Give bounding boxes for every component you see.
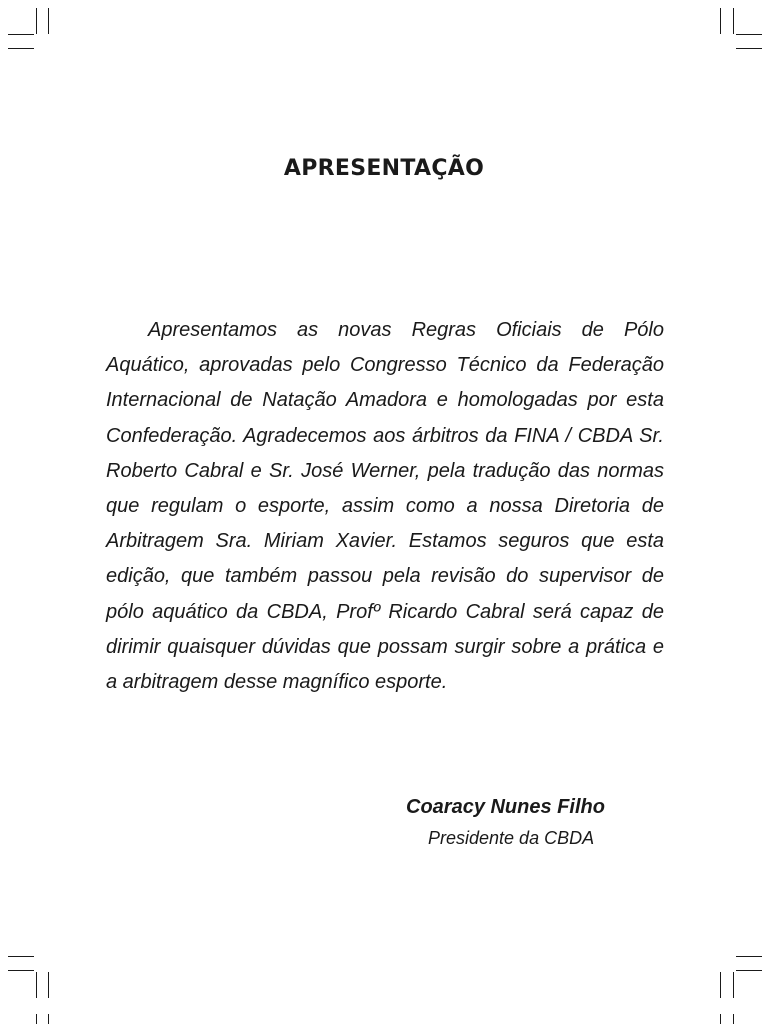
crop-mark-bottom-right-stub-a (720, 1014, 721, 1024)
crop-mark-bottom-right-upper (736, 956, 762, 957)
crop-mark-bottom-left-outer (36, 972, 37, 998)
crop-mark-bottom-right-inner (720, 972, 721, 998)
crop-mark-top-left-inner (48, 8, 49, 34)
signature-role: Presidente da CBDA (428, 828, 595, 848)
crop-mark-bottom-right-outer (733, 972, 734, 998)
crop-mark-top-left-outer (36, 8, 37, 34)
crop-mark-top-right-upper (736, 34, 762, 35)
crop-mark-bottom-left-lower (8, 970, 34, 971)
crop-mark-bottom-right-stub-b (733, 1014, 734, 1024)
crop-mark-top-left-lower (8, 48, 34, 49)
crop-mark-top-right-lower (736, 48, 762, 49)
crop-mark-bottom-left-upper (8, 956, 34, 957)
presentation-paragraph: Apresentamos as novas Regras Oficiais de Pólo Aquático, aprovadas pelo Congresso Técnico da Federação Internacional de Natação Amadora e homologadas por esta Confederação. Agradecemos aos árbitros da FINA / CBDA Sr. Roberto Cabral e Sr. José Werner, pela tradução das normas que regulam o esporte, assim como a nossa Diretoria de Arbitragem Sra. Miriam Xavier. Estamos seguros que esta edição, que também passou pela revisão do supervisor de pólo aquático da CBDA, Profº Ricardo Cabral será capaz de dirimir quaisquer dúvidas que possam surgir sobre a prática e a arbitragem desse magnífico esporte. (106, 319, 664, 694)
crop-mark-bottom-left-stub-b (48, 1014, 49, 1024)
crop-mark-top-right-inner (720, 8, 721, 34)
crop-mark-bottom-left-stub-a (36, 1014, 37, 1024)
crop-mark-top-left-upper (8, 34, 34, 35)
crop-mark-top-right-outer (733, 8, 734, 34)
crop-mark-bottom-left-inner (48, 972, 49, 998)
signature-name: Coaracy Nunes Filho (406, 796, 605, 818)
page-title: APRESENTAÇÃO (283, 156, 485, 181)
crop-mark-bottom-right-lower (736, 970, 762, 971)
